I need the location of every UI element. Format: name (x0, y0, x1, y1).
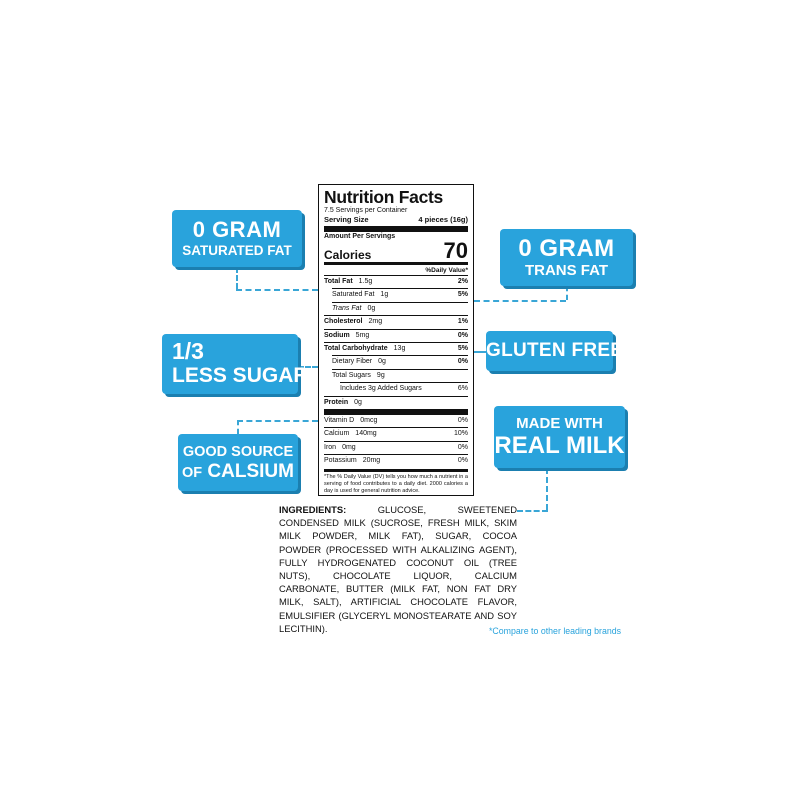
servings-per-container: 7.5 Servings per Container (324, 207, 408, 214)
nutrition-title: Nutrition Facts (324, 187, 443, 207)
badge-trans-fat-line2: TRANS FAT (524, 262, 609, 279)
nutrient-name: Total Carbohydrate (324, 345, 388, 353)
connector-calcium-v (237, 420, 239, 434)
connector-satfat-v (236, 267, 238, 289)
nutrient-name: Vitamin D (324, 417, 355, 425)
nutrient-dv: 6% (457, 385, 468, 393)
badge-less-sugar-line1: 1/3 (172, 338, 204, 364)
connector-gluten-h (474, 351, 486, 353)
connector-trans-h (474, 300, 566, 302)
daily-value-header: %Daily Value* (425, 267, 468, 274)
badge-trans-fat-line1: 0 GRAM (518, 235, 615, 262)
nutrient-name: Includes 3g Added Sugars (340, 385, 422, 393)
nutrient-amount: 0g (378, 358, 386, 366)
nutrient-amount: 2mg (368, 318, 383, 326)
ingredients-block (279, 503, 517, 635)
divider-thick (324, 226, 468, 232)
nutrient-dv: 5% (457, 291, 468, 299)
nutrient-amount: 0mcg (360, 417, 378, 425)
nutrient-amount: 1g (380, 291, 389, 299)
nutrient-dv: 0% (457, 417, 468, 425)
nutrient-amount: 0g (354, 398, 362, 406)
badge-calcium-prefix: OF (182, 465, 203, 481)
nutrient-row (324, 315, 468, 328)
nutrient-row (340, 382, 468, 395)
badge-calcium-line2-wrap (178, 461, 298, 484)
nutrient-dv: 0% (457, 331, 468, 339)
nutrient-name: Total Sugars (332, 371, 371, 379)
badge-saturated-fat-line1: 0 GRAM (192, 217, 282, 242)
badge-less-sugar-line2: LESS SUGAR (172, 364, 309, 387)
nutrient-name: Protein (324, 398, 349, 406)
connector-milk-h (517, 510, 548, 512)
serving-size-label: Serving Size (324, 215, 369, 224)
badge-real-milk-line1: MADE WITH (516, 415, 603, 432)
nutrient-name: Sodium (324, 331, 350, 339)
nutrient-row (332, 369, 468, 382)
nutrient-name: Iron (324, 443, 337, 451)
nutrient-amount: 9g (376, 371, 385, 379)
nutrient-amount: 0g (367, 304, 376, 312)
nutrient-amount: 5mg (355, 331, 370, 339)
badge-calcium (178, 434, 298, 491)
ingredients-label: INGREDIENTS: (279, 504, 347, 515)
nutrient-name: Saturated Fat (332, 291, 375, 299)
badge-less-sugar-line2-wrap (172, 364, 313, 388)
nutrient-row (332, 302, 468, 315)
nutrient-row (324, 427, 468, 440)
nutrient-row (332, 288, 468, 301)
calories-row (324, 238, 468, 263)
badge-gluten-free-label: GLUTEN FREE (486, 340, 624, 361)
badge-saturated-fat (172, 210, 302, 267)
nutrient-row (324, 329, 468, 342)
connector-milk-v (546, 468, 548, 510)
divider-medium (324, 469, 468, 472)
badge-calcium-line2: CALSIUM (207, 461, 294, 482)
amount-per-serving: Amount Per Servings (324, 233, 396, 240)
badge-real-milk-line2: REAL MILK (494, 432, 625, 459)
serving-size-value: 4 pieces (16g) (418, 215, 468, 224)
nutrient-row (324, 454, 468, 467)
badge-gluten-free (486, 331, 624, 371)
nutrient-name: Cholesterol (324, 318, 363, 326)
nutrient-name: Potassium (324, 457, 357, 465)
badge-less-sugar (162, 334, 313, 394)
nutrient-name: Calcium (324, 430, 350, 438)
nutrition-facts-label (318, 184, 474, 496)
nutrient-dv: 0% (457, 457, 468, 465)
nutrient-name: Dietary Fiber (332, 358, 373, 366)
ingredients-text: GLUCOSE, SWEETENED CONDENSED MILK (SUCROSE, FRESH MILK, SKIM MILK POWDER, MILK FAT), SUGAR, COCOA POWDER (PROCESSED WITH ALKALIZING AGENT), FULLY HYDROGENATED COCONUT OIL (TREE NUTS), CHOCOLATE LIQUOR, CALCIUM CARBONATE, BUTTER (MILK FAT, NON FAT DRY MILK, SALT), ARTIFICIAL CHOCOLATE FLAVOR, EMULSIFIER (GLYCERYL MONOSTEARATE AND SOY LECITHIN). (279, 504, 517, 634)
nutrient-dv: 2% (457, 278, 468, 285)
nutrient-amount: 1.5g (358, 278, 373, 285)
badge-less-sugar-asterisk: * (308, 372, 313, 384)
nutrient-row (324, 342, 468, 355)
nutrient-dv: 0% (457, 443, 468, 451)
nutrient-dv: 1% (457, 318, 468, 326)
badge-saturated-fat-line2: SATURATED FAT (182, 243, 292, 258)
nutrient-name: Trans Fat (332, 304, 362, 312)
nutrient-row (324, 275, 468, 288)
connector-calcium-h (237, 420, 318, 422)
nutrient-dv: 0% (457, 358, 468, 366)
nutrient-amount: 20mg (362, 457, 381, 465)
connector-trans-v (566, 286, 568, 300)
nutrient-name: Total Fat (324, 278, 353, 285)
connector-satfat-h (236, 289, 318, 291)
nutrient-amount: 0mg (342, 443, 356, 451)
nutrient-amount: 13g (393, 345, 406, 353)
nutrient-row (324, 441, 468, 454)
nutrient-row (324, 396, 468, 409)
calories-value: 70 (443, 238, 468, 263)
badge-real-milk (494, 406, 625, 468)
nutrient-dv: 10% (453, 430, 468, 438)
compare-footnote: *Compare to other leading brands (489, 626, 622, 636)
daily-value-footnote: *The % Daily Value (DV) tells you how much a nutrient in a serving of food contributes to a daily diet. 2000 calories a day is used for general nutrition advice. (324, 473, 468, 495)
nutrient-row (332, 355, 468, 368)
nutrient-amount: 140mg (355, 430, 377, 438)
calories-label: Calories (324, 248, 372, 262)
badge-calcium-line1: GOOD SOURCE (182, 444, 294, 460)
nutrient-row (324, 415, 468, 427)
badge-trans-fat (500, 229, 633, 286)
serving-size (324, 215, 468, 224)
nutrient-dv: 5% (457, 345, 468, 353)
